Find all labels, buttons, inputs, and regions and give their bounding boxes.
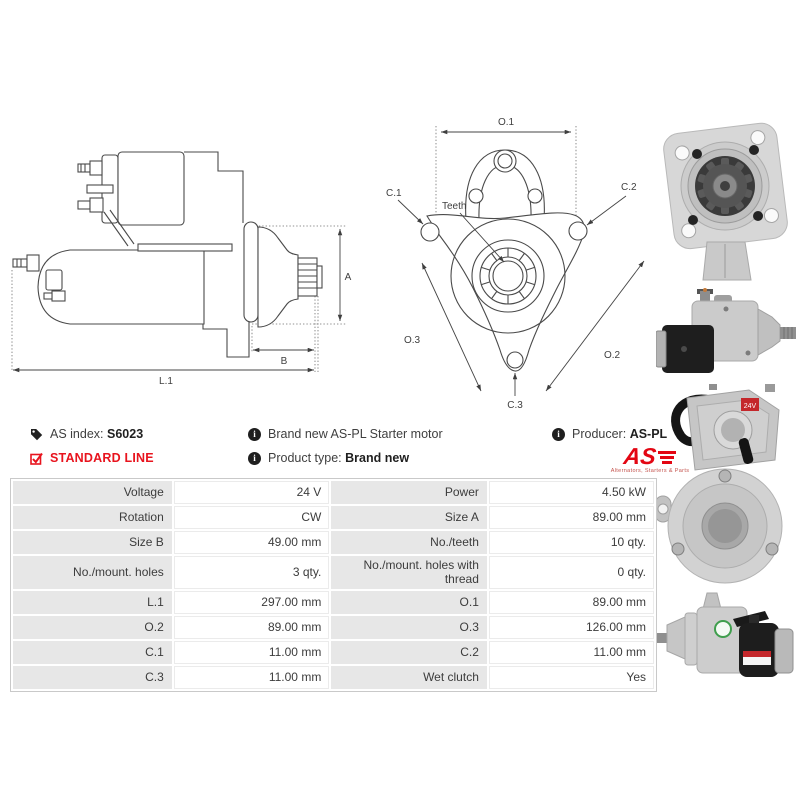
front-view-drawing	[378, 104, 663, 414]
spec-label: O.3	[331, 616, 487, 639]
product-type-text: Product type: Brand new	[268, 451, 410, 465]
producer-row	[552, 427, 667, 441]
product-photo-front-gear[interactable]	[653, 112, 798, 284]
spec-label: Wet clutch	[331, 666, 487, 689]
teeth-label: Teeth	[442, 201, 467, 212]
dim-o3-label: O.3	[404, 335, 421, 346]
product-photo-side-left[interactable]	[653, 589, 798, 689]
as-index-text: AS index: S6023	[50, 427, 144, 441]
tag-icon	[30, 428, 43, 441]
as-index-value: S6023	[107, 427, 144, 441]
spec-value: 10 qty.	[489, 531, 654, 554]
spec-value: 49.00 mm	[174, 531, 330, 554]
product-photo-rear[interactable]	[653, 384, 798, 589]
spec-value: 89.00 mm	[174, 616, 330, 639]
as-pl-logo-stripes	[658, 451, 676, 464]
spec-value: 11.00 mm	[489, 641, 654, 664]
table-row	[13, 666, 654, 689]
info-icon: i	[248, 452, 261, 465]
spec-value: 297.00 mm	[174, 591, 330, 614]
dim-c3-label: C.3	[507, 400, 523, 411]
side-view-drawing	[8, 100, 360, 390]
producer-text: Producer: AS-PL	[572, 427, 668, 441]
spec-label: Rotation	[13, 506, 172, 529]
product-photo-side-right[interactable]	[656, 287, 799, 379]
dim-c1-label: C.1	[386, 188, 402, 199]
starter-front-outline	[421, 150, 587, 371]
standard-line-label: STANDARD LINE	[50, 451, 154, 465]
info-icon: i	[248, 428, 261, 441]
spec-label: O.2	[13, 616, 172, 639]
spec-label: L.1	[13, 591, 172, 614]
table-row	[13, 481, 654, 504]
dim-o1-label: O.1	[497, 117, 515, 128]
spec-label: Voltage	[13, 481, 172, 504]
table-row	[13, 556, 654, 589]
spec-table	[10, 478, 657, 692]
spec-label: Power	[331, 481, 487, 504]
info-icon: i	[552, 428, 565, 441]
spec-label: C.3	[13, 666, 172, 689]
description-text: Brand new AS-PL Starter motor	[268, 427, 443, 441]
as-index-row	[30, 427, 143, 441]
spec-label: Size A	[331, 506, 487, 529]
producer-value: AS-PL	[629, 427, 668, 441]
spec-label: O.1	[331, 591, 487, 614]
product-type-row	[248, 451, 409, 465]
as-pl-logo	[584, 444, 716, 474]
spec-label: No./mount. holes with thread	[331, 556, 487, 589]
spec-value: 126.00 mm	[489, 616, 654, 639]
spec-value: 0 qty.	[489, 556, 654, 589]
table-row	[13, 531, 654, 554]
dim-c2-label: C.2	[621, 182, 637, 193]
table-row	[13, 616, 654, 639]
spec-value: 11.00 mm	[174, 641, 330, 664]
table-row	[13, 506, 654, 529]
spec-value: 11.00 mm	[174, 666, 330, 689]
spec-value: 3 qty.	[174, 556, 330, 589]
spec-value: 89.00 mm	[489, 506, 654, 529]
dim-o2-label: O.2	[604, 350, 621, 361]
spec-label: Size B	[13, 531, 172, 554]
dim-a-label: A	[344, 272, 352, 283]
spec-value: 89.00 mm	[489, 591, 654, 614]
description-row	[248, 427, 443, 441]
spec-value: 4.50 kW	[489, 481, 654, 504]
spec-label: No./mount. holes	[13, 556, 172, 589]
spec-value: CW	[174, 506, 330, 529]
starter-side-outline	[13, 152, 322, 357]
standard-line-row	[30, 451, 154, 465]
table-row	[13, 591, 654, 614]
product-type-value: Brand new	[345, 451, 410, 465]
voltage-sticker: 24V	[743, 403, 757, 410]
spec-label: C.2	[331, 641, 487, 664]
dim-l1-label: L.1	[159, 376, 173, 387]
spec-label: C.1	[13, 641, 172, 664]
table-row	[13, 641, 654, 664]
spec-value: Yes	[489, 666, 654, 689]
dim-b-label: B	[280, 356, 288, 367]
checked-checkbox-icon	[30, 452, 43, 465]
spec-label: No./teeth	[331, 531, 487, 554]
as-pl-logo-text: AS	[621, 443, 658, 469]
spec-value: 24 V	[174, 481, 330, 504]
as-pl-logo-subtext: Alternators, Starters & Parts	[610, 468, 690, 474]
